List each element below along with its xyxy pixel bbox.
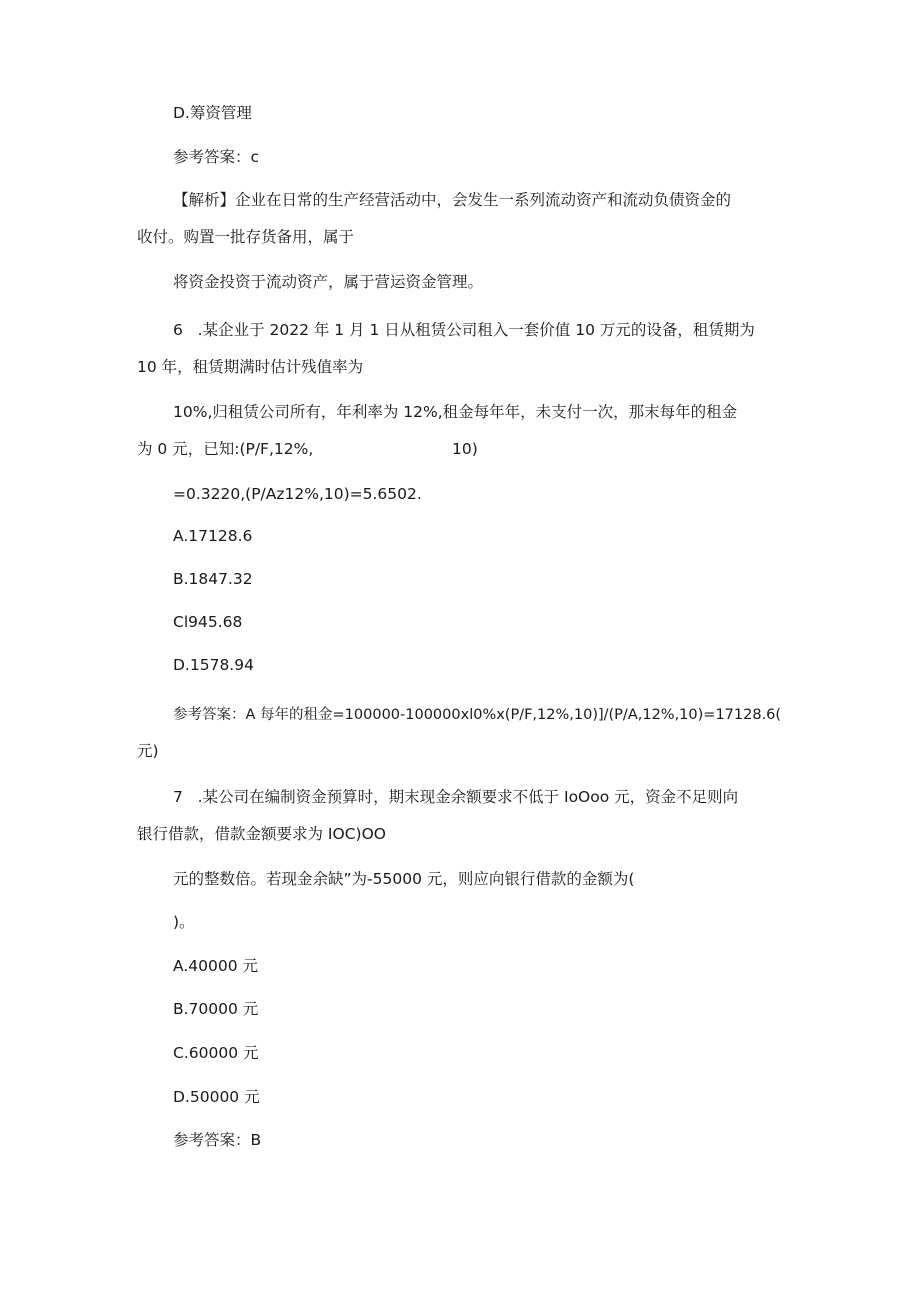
q7-option-d: D.50000 元 (173, 1088, 260, 1106)
q7-stem-line4: )。 (173, 913, 195, 931)
q6-option-c: Cl945.68 (173, 613, 243, 631)
q5-answer: 参考答案：c (173, 148, 260, 166)
q6-option-d: D.1578.94 (173, 656, 254, 674)
q7-option-c: C.60000 元 (173, 1044, 259, 1062)
q5-analysis-line1: 【解析】企业在日常的生产经营活动中，会发生一系列流动资产和流动负债资金的 (173, 191, 732, 209)
q7-option-a: A.40000 元 (173, 957, 258, 975)
q6-stem-line4-tail: 10) (452, 440, 478, 458)
q5-analysis-line2: 收付。购置一批存货备用，属于 (137, 228, 355, 246)
q6-answer-line1: 参考答案：A 每年的租金=100000-100000xl0%x(P/F,12%,10)]∕(P∕A,12%,10)=17128.6( (173, 707, 782, 723)
q7-stem-line3: 元的整数倍。若现金余缺”为-55000 元，则应向银行借款的金额为( (173, 870, 635, 888)
q6-stem-line4: 为 0 元，已知:(P/F,12%, (137, 440, 314, 458)
q6-option-a: A.17128.6 (173, 527, 253, 545)
q7-stem-line1: 7 .某公司在编制资金预算时，期末现金余额要求不低于 IoOoo 元，资金不足则向 (173, 788, 739, 806)
q6-answer-line2: 元) (137, 742, 159, 760)
q7-answer: 参考答案：B (173, 1131, 262, 1149)
q6-stem-line3: 10%,归租赁公司所有，年利率为 12%,租金每年年，未支付一次，那末每年的租金 (173, 403, 738, 421)
q6-stem-line1: 6 .某企业于 2022 年 1 月 1 日从租赁公司租入一套价值 10 万元的设备，租赁期为 (173, 321, 755, 339)
q6-stem-line2: 10 年，租赁期满时估计残值率为 (137, 358, 364, 376)
q6-option-b: B.1847.32 (173, 570, 253, 588)
q7-option-b: B.70000 元 (173, 1000, 259, 1018)
q6-stem-line5: =0.3220,(P∕Az12%,10)=5.6502. (173, 485, 422, 503)
q7-stem-line2: 银行借款，借款金额要求为 IOC)OO (137, 825, 386, 843)
q5-option-d: D.筹资管理 (173, 104, 252, 122)
q5-analysis-line3: 将资金投资于流动资产，属于营运资金管理。 (173, 273, 484, 291)
